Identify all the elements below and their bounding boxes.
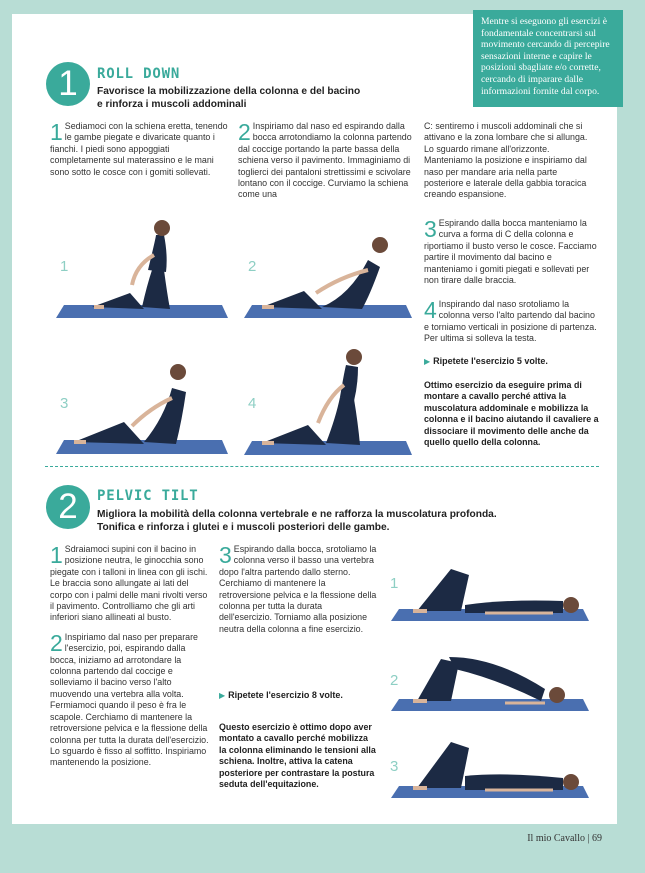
sidenote-box: Mentre si eseguono gli esercizi è fondamentale concentrarsi sul movimento cercando di percepire sensazioni interne e capire le posizioni sbagliate e/o corrette, cercando di imparare dalle informazioni fornite dal corpo. bbox=[473, 10, 623, 107]
step-text bbox=[50, 121, 230, 178]
step-number: 3 bbox=[424, 216, 437, 242]
subtitle-line: Migliora la mobilità della colonna vertebrale e ne rafforza la muscolatura profonda. bbox=[97, 509, 497, 520]
exercise-note: Questo esercizio è ottimo dopo aver montato a cavallo perché mobilizza la colonna eliminando le tensioni alla schiena. Inoltre, attiva la catena posteriore per contrastare la postura seduta dell'equitazione. bbox=[219, 722, 376, 790]
step-body: Sdraiamoci supini con il bacino in posizione neutra, le ginocchia sono piegate con i talloni in linea con gli ischi. Le braccia sono allungate ai lati del corpo con i palmi delle mani rivolti verso il pavimento. Controlliamo che gli arti inferiori siano allineati al busto. bbox=[50, 544, 208, 623]
exercise-photo bbox=[240, 215, 415, 320]
step-number: 3 bbox=[219, 542, 232, 568]
exercise-photo bbox=[240, 345, 415, 458]
subtitle-line: Tonifica e rinforza i glutei e i muscoli posteriori delle gambe. bbox=[97, 522, 390, 533]
step-text bbox=[219, 544, 377, 635]
triangle-bullet-icon: ▶ bbox=[219, 691, 226, 700]
repeat-instruction bbox=[219, 690, 377, 701]
step-body: Sediamoci con la schiena eretta, tenendo le gambe piegate e divaricate quanto i fianchi. I piedi sono appoggiati completamente sul materassino e le mani sono sotto le cosce con i gomiti sollevati. bbox=[50, 121, 228, 177]
repeat-text: Ripetete l'esercizio 5 volte. bbox=[433, 356, 548, 366]
step-number: 2 bbox=[50, 629, 63, 656]
photo-number: 2 bbox=[390, 672, 399, 689]
exercise-note: Ottimo esercizio da eseguire prima di montare a cavallo perché attiva la muscolatura addominale e mobilizza la colonna e il bacino aiutando il cavaliere a dissociare il movimento delle anche da quello quello della colonna. bbox=[424, 380, 599, 448]
step-number: 1 bbox=[50, 119, 63, 145]
section-number-badge: 1 bbox=[46, 62, 90, 106]
step-body: C: sentiremo i muscoli addominali che si attivano e la zona lombare che si allunga. Lo sguardo rimane all'orizzonte. Manteniamo la posizione e inspiriamo dal naso per mandare aria nella parte posteriore e laterale della gabbia toracica creando espansione. bbox=[424, 121, 588, 200]
step-body: Cerchiamo di mantenere la retroversione pelvica e la flessione della colonna per tutta la durata dell'esercizio. Torniamo alla posizione neutra della colonna a fine esercizio. bbox=[219, 578, 377, 634]
step-number: 1 bbox=[50, 542, 63, 568]
photo-number: 1 bbox=[60, 258, 69, 275]
photo-number: 3 bbox=[60, 395, 69, 412]
photo-number: 4 bbox=[248, 395, 257, 412]
section-subtitle: Favorisce la mobilizzazione della colonna e del bacino e rinforza i muscoli addominali bbox=[97, 86, 361, 110]
section-number-badge: 2 bbox=[46, 485, 90, 529]
step-body: Espirando dalla bocca manteniamo la curva a forma di C della colonna e riportiamo il busto verso le cosce. Facciamo partire il movimento dal bacino e manteniamo i gomiti piegati e sollevati per non tirare dalle braccia. bbox=[424, 218, 597, 286]
exercise-photo bbox=[385, 732, 593, 802]
step-text bbox=[424, 121, 599, 201]
page-footer: Il mio Cavallo | 69 bbox=[527, 833, 602, 844]
step-number: 2 bbox=[238, 119, 251, 145]
repeat-instruction bbox=[424, 356, 599, 367]
photo-number: 1 bbox=[390, 575, 399, 592]
section-subtitle bbox=[97, 508, 597, 534]
photo-number: 2 bbox=[248, 258, 257, 275]
step-text bbox=[50, 544, 210, 777]
step-text bbox=[424, 299, 599, 345]
section-title: ROLL DOWN bbox=[97, 66, 181, 82]
section-title: PELVIC TILT bbox=[97, 488, 199, 504]
step-body: Inspirando dal naso srotoliamo la colonna verso l'alto partendo dal bacino e torniamo verticali in posizione di partenza. Per ultima si solleva la testa. bbox=[424, 299, 597, 344]
step-text bbox=[238, 121, 414, 201]
exercise-photo bbox=[52, 215, 232, 320]
exercise-photo bbox=[385, 555, 593, 625]
exercise-photo bbox=[52, 348, 232, 458]
photo-number: 3 bbox=[390, 758, 399, 775]
step-body: Inspiriamo dal naso per preparare l'esercizio, poi, espirando dalla bocca, iniziamo ad arrotondare la colonna partendo dal coccige e solleviamo il bacino verso l'alto muovendo una vertebra alla volta. Fermiamoci quando il peso è fra le scapole. Cerchiamo di mantenere la retroversione pelvica e la flessione della colonna per tutta la durata dell'esercizio. Lo sguardo è fisso al soffitto. Inspiriamo mantenendo la posizione. bbox=[50, 631, 209, 768]
step-body: Inspiriamo dal naso ed espirando dalla bocca arrotondiamo la colonna partendo dal coccige portando la parte bassa della schiena verso il pavimento. Immaginiamo di toglierci dei pantaloni strettissimi e scivolare lontano con il coccige. Curviamo la schiena come una bbox=[238, 121, 412, 200]
section-divider bbox=[45, 466, 599, 467]
step-number: 4 bbox=[424, 297, 437, 323]
step-text bbox=[424, 218, 599, 286]
triangle-bullet-icon: ▶ bbox=[424, 357, 431, 366]
step-body: Espirando dalla bocca, srotoliamo la colonna verso il basso una vertebra dopo l'altra partendo dallo sterno. bbox=[219, 544, 377, 577]
exercise-photo bbox=[385, 645, 593, 715]
repeat-text: Ripetete l'esercizio 8 volte. bbox=[228, 690, 343, 700]
